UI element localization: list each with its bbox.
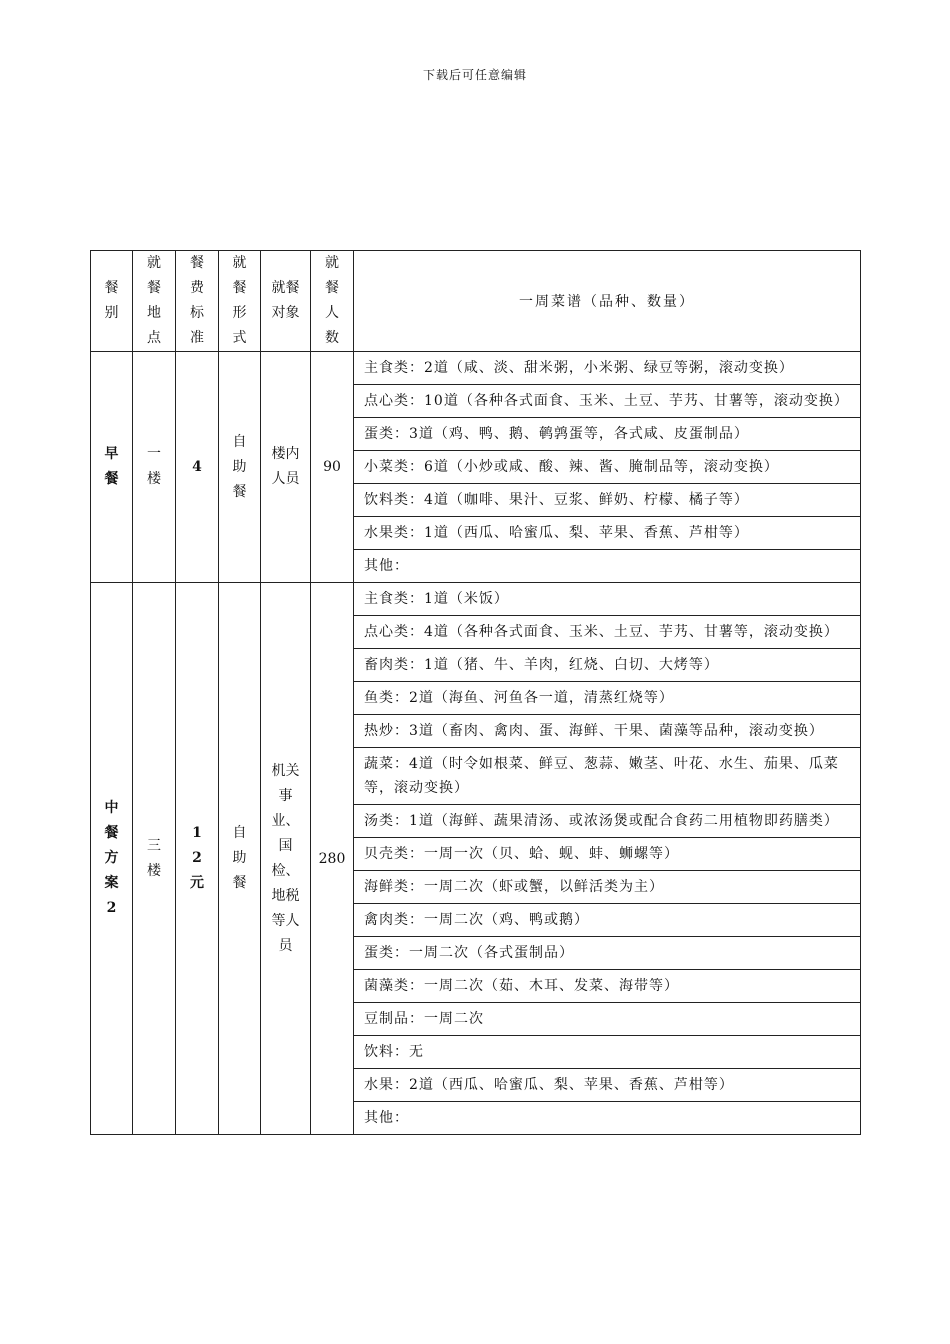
menu-item: 主食类：2道（咸、淡、甜米粥，小米粥、绿豆等粥，滚动变换） — [354, 352, 861, 385]
menu-item: 点心类：10道（各种各式面食、玉米、土豆、芋艿、甘薯等，滚动变换） — [354, 385, 861, 418]
menu-item: 贝壳类：一周一次（贝、蛤、蚬、蚌、蛳螺等） — [354, 838, 861, 871]
menu-item: 豆制品：一周二次 — [354, 1003, 861, 1036]
lunch-diners: 机关事业、国检、地税等人员 — [261, 583, 311, 1135]
table-row — [91, 352, 861, 385]
lunch-meal-type: 中餐方案2 — [91, 583, 133, 1135]
lunch-location: 三楼 — [133, 583, 176, 1135]
menu-item: 畜肉类：1道（猪、牛、羊肉，红烧、白切、大烤等） — [354, 649, 861, 682]
header-row — [91, 251, 861, 352]
lunch-cost: 12元 — [176, 583, 219, 1135]
menu-item: 汤类：1道（海鲜、蔬果清汤、或浓汤煲或配合食药二用植物即药膳类） — [354, 805, 861, 838]
menu-item: 热炒：3道（畜肉、禽肉、蛋、海鲜、干果、菌藻等品种，滚动变换） — [354, 715, 861, 748]
menu-item: 海鲜类：一周二次（虾或蟹，以鲜活类为主） — [354, 871, 861, 904]
menu-item: 菌藻类：一周二次（茹、木耳、发菜、海带等） — [354, 970, 861, 1003]
header-weekly-menu: 一周菜谱（品种、数量） — [354, 251, 861, 352]
breakfast-dining-form: 自助餐 — [219, 352, 261, 583]
header-location: 就餐地点 — [133, 251, 176, 352]
breakfast-cost: 4 — [176, 352, 219, 583]
menu-item: 小菜类：6道（小炒或咸、酸、辣、酱、腌制品等，滚动变换） — [354, 451, 861, 484]
menu-item: 蛋类：3道（鸡、鸭、鹅、鹌鹑蛋等，各式咸、皮蛋制品） — [354, 418, 861, 451]
menu-item: 饮料：无 — [354, 1036, 861, 1069]
page-header: 下载后可任意编辑 — [422, 68, 527, 82]
menu-item: 蛋类：一周二次（各式蛋制品） — [354, 937, 861, 970]
menu-item: 其他： — [354, 550, 861, 583]
weekly-menu-table — [90, 250, 861, 1135]
lunch-dining-form: 自助餐 — [219, 583, 261, 1135]
breakfast-count: 90 — [311, 352, 354, 583]
menu-item: 水果：2道（西瓜、哈蜜瓜、梨、苹果、香蕉、芦柑等） — [354, 1069, 861, 1102]
breakfast-location: 一楼 — [133, 352, 176, 583]
menu-item: 其他： — [354, 1102, 861, 1135]
menu-item: 蔬菜：4道（时令如根菜、鲜豆、葱蒜、嫩茎、叶花、水生、茄果、瓜菜等，滚动变换） — [354, 748, 861, 805]
breakfast-diners: 楼内人员 — [261, 352, 311, 583]
header-meal-type: 餐别 — [91, 251, 133, 352]
menu-item: 水果类：1道（西瓜、哈蜜瓜、梨、苹果、香蕉、芦柑等） — [354, 517, 861, 550]
lunch-count: 280 — [311, 583, 354, 1135]
header-diners: 就餐对象 — [261, 251, 311, 352]
header-dining-form: 就餐形式 — [219, 251, 261, 352]
menu-item: 点心类：4道（各种各式面食、玉米、土豆、芋艿、甘薯等，滚动变换） — [354, 616, 861, 649]
menu-item: 饮料类：4道（咖啡、果汁、豆浆、鲜奶、柠檬、橘子等） — [354, 484, 861, 517]
header-count: 就餐人数 — [311, 251, 354, 352]
menu-item: 主食类：1道（米饭） — [354, 583, 861, 616]
menu-item: 鱼类：2道（海鱼、河鱼各一道，清蒸红烧等） — [354, 682, 861, 715]
header-cost-standard: 餐费标准 — [176, 251, 219, 352]
menu-item: 禽肉类：一周二次（鸡、鸭或鹅） — [354, 904, 861, 937]
breakfast-meal-type: 早餐 — [91, 352, 133, 583]
table-row — [91, 583, 861, 616]
